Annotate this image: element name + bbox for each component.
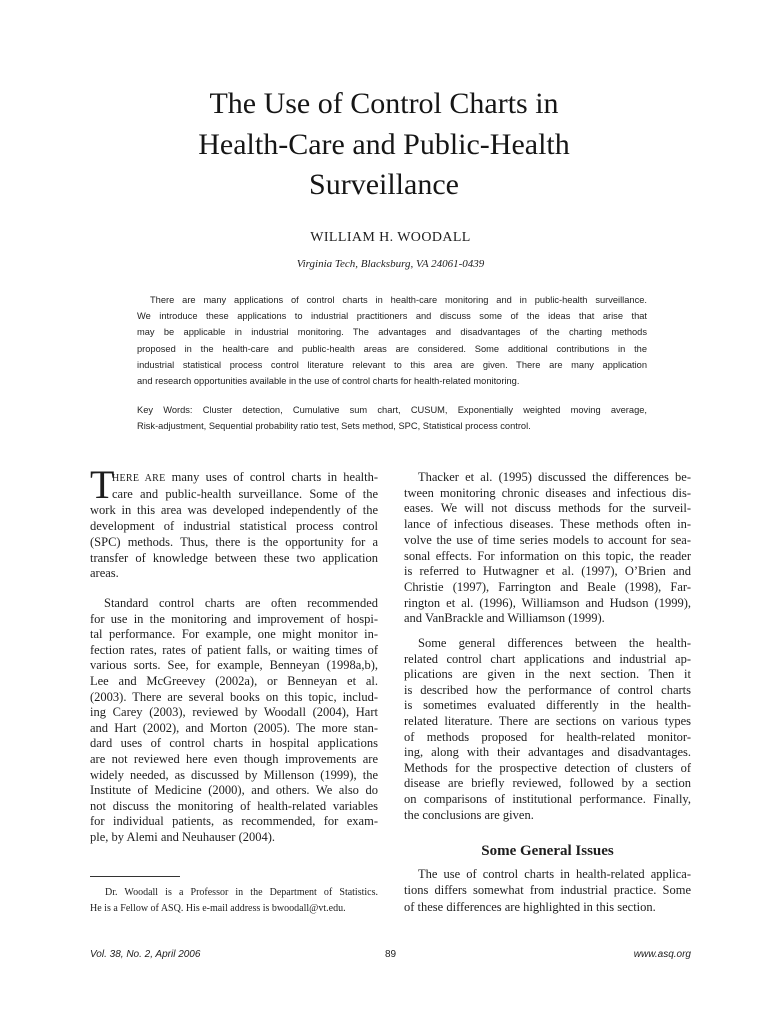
text-line: for individual patients, as recommended, for exam- [90,814,378,829]
text-line: widely needed, as discussed by Millenson (1999), the [90,767,378,782]
text-line: care and public-health surveillance. Some of the [112,486,378,501]
text-line: and VanBrackle and Williamson (1999). [404,611,605,626]
text-line: Thacker et al. (1995) discussed the differences be- [418,470,691,484]
text-line: ple, by Alemi and Neuhauser (2004). [90,829,276,844]
text-line: lance of infectious diseases. These methods often in- [404,517,691,532]
text-line: and Hart (2002), and Morton (2005). The more stan- [90,720,378,735]
text-line: work in this area was developed independently of the [90,502,378,517]
section-heading: Some General Issues [481,843,614,859]
footnote-line: Dr. Woodall is a Professor in the Department of Statistics. [105,887,378,898]
text-line: on comparisons of institutional performance. Finally, [404,791,691,806]
text-line: rington et al. (1996), Williamson and Hudson (1999), [404,595,691,610]
footnote-rule [90,876,180,877]
intro-paragraph [90,462,378,582]
text-line: not discuss the monitoring of health-related variables [90,798,378,813]
text-line: tween monitoring chronic diseases and infectious dis- [404,485,691,500]
text-line: tions differs somewhat from industrial practice. Some [404,883,691,898]
text-line: volve the use of time series models to account for sea- [404,532,691,547]
abstract-line: industrial statistical process control literature relevant to this area are given. There are many application [137,359,647,370]
text-line: of methods proposed for health-related monitor- [404,729,691,744]
footnote [90,885,378,917]
text-line: is referred to Hutwagner et al. (1997), O’Brien and [404,564,691,579]
text-line: Some general differences between the health- [418,636,691,650]
abstract-line: may be applicable in industrial monitoring. The advantages and disadvantages of the charting methods [137,327,647,338]
abstract-line: proposed in the health-care and public-health areas are considered. Some additional contributions in the [137,343,647,354]
page-number: 89 [384,949,397,960]
abstract-line: and research opportunities available in the use of control charts for health-related monitoring. [137,376,520,387]
text-line: The use of control charts in health-related applica- [418,867,691,881]
text-line: areas. [90,566,119,581]
text-line: various sorts. See, for example, Benneyan (1998a,b), [90,658,378,673]
text-line: eases. We will not discuss methods for the surveil- [404,501,691,516]
body-paragraph [90,596,378,846]
text-line: ing, along with their advantages and disadvantages. [404,745,691,760]
author-affiliation: Virginia Tech, Blacksburg, VA 24061-0439 [296,258,485,270]
abstract-line: There are many applications of control charts in health-care monitoring and in public-health surveillance. [150,295,647,305]
text-line: fection rates, rates of patient falls, or waiting times of [90,642,378,657]
text-line [90,470,378,487]
body-paragraph [404,470,691,627]
text-line: Lee and McGreevey (2002a), or Benneyan et al. [90,673,378,688]
intro-lines [90,487,378,582]
text-line: disease are briefly reviewed, followed by a section [404,776,691,791]
text-line: related literature. There are sections on various types [404,713,691,728]
text-line: (2003). There are several books on this topic, includ- [90,689,378,704]
text-line: for use in the monitoring and improvement of hospi- [90,611,378,626]
abstract [137,292,647,389]
author-name: WILLIAM H. WOODALL [310,230,471,245]
text-line: are not reviewed here even though improvements are [90,751,378,766]
small-caps-opening: HERE ARE [112,473,166,484]
body-paragraph [404,636,691,823]
keywords-line: Risk-adjustment, Sequential probability ratio test, Sets method, SPC, Statistical process control. [137,420,531,431]
body-paragraph [404,866,691,915]
text-line: Institute of Medicine (2000), and others. We also do [90,783,378,798]
text-line: of these differences are highlighted in this section. [404,899,656,914]
article-title [60,84,708,206]
text-line: transfer of knowledge between these two application [90,550,378,565]
text-line: Standard control charts are often recommended [104,596,378,610]
footer-website: www.asq.org [633,949,691,960]
title-line: Health-Care and Public-Health [198,127,570,161]
title-line: Surveillance [309,168,459,201]
text-line: tal performance. For example, one might monitor in- [90,627,378,642]
text-line: the conclusions are given. [404,807,534,822]
text-line: related control chart applications and industrial ap- [404,651,691,666]
text-line: Methods for the prospective detection of clusters of [404,760,691,775]
title-line: The Use of Control Charts in [209,87,559,120]
text-line: is described how the performance of control charts [404,682,691,697]
footnote-line: He is a Fellow of ASQ. His e-mail address is bwoodall@vt.edu. [90,903,346,914]
text-line: plications are given in the next section. Then it [404,667,691,682]
text-line: development of industrial statistical process control [90,518,378,533]
keywords-line: Key Words: Cluster detection, Cumulative sum chart, CUSUM, Exponentially weighted moving average, [137,405,647,415]
text-line: dard uses of control charts in hospital applications [90,736,378,751]
text-line: (SPC) methods. Thus, there is the opportunity for a [90,534,378,549]
text-line: is sometimes evaluated differently in the health- [404,698,691,713]
abstract-line: We introduce these applications to industrial practitioners and discuss some of the ideas that arise that [137,311,647,322]
text-line: ing Carey (2003), reviewed by Woodall (2004), Hart [90,705,378,720]
keywords [137,403,647,434]
text-line: sonal effects. For information on this topic, the reader [404,548,691,563]
text-line: Christie (1997), Farrington and Beale (1998), Far- [404,579,691,594]
drop-cap: T [90,462,115,507]
footer-citation: Vol. 38, No. 2, April 2006 [90,949,201,960]
first-line-text: many uses of control charts in health- [165,470,378,484]
